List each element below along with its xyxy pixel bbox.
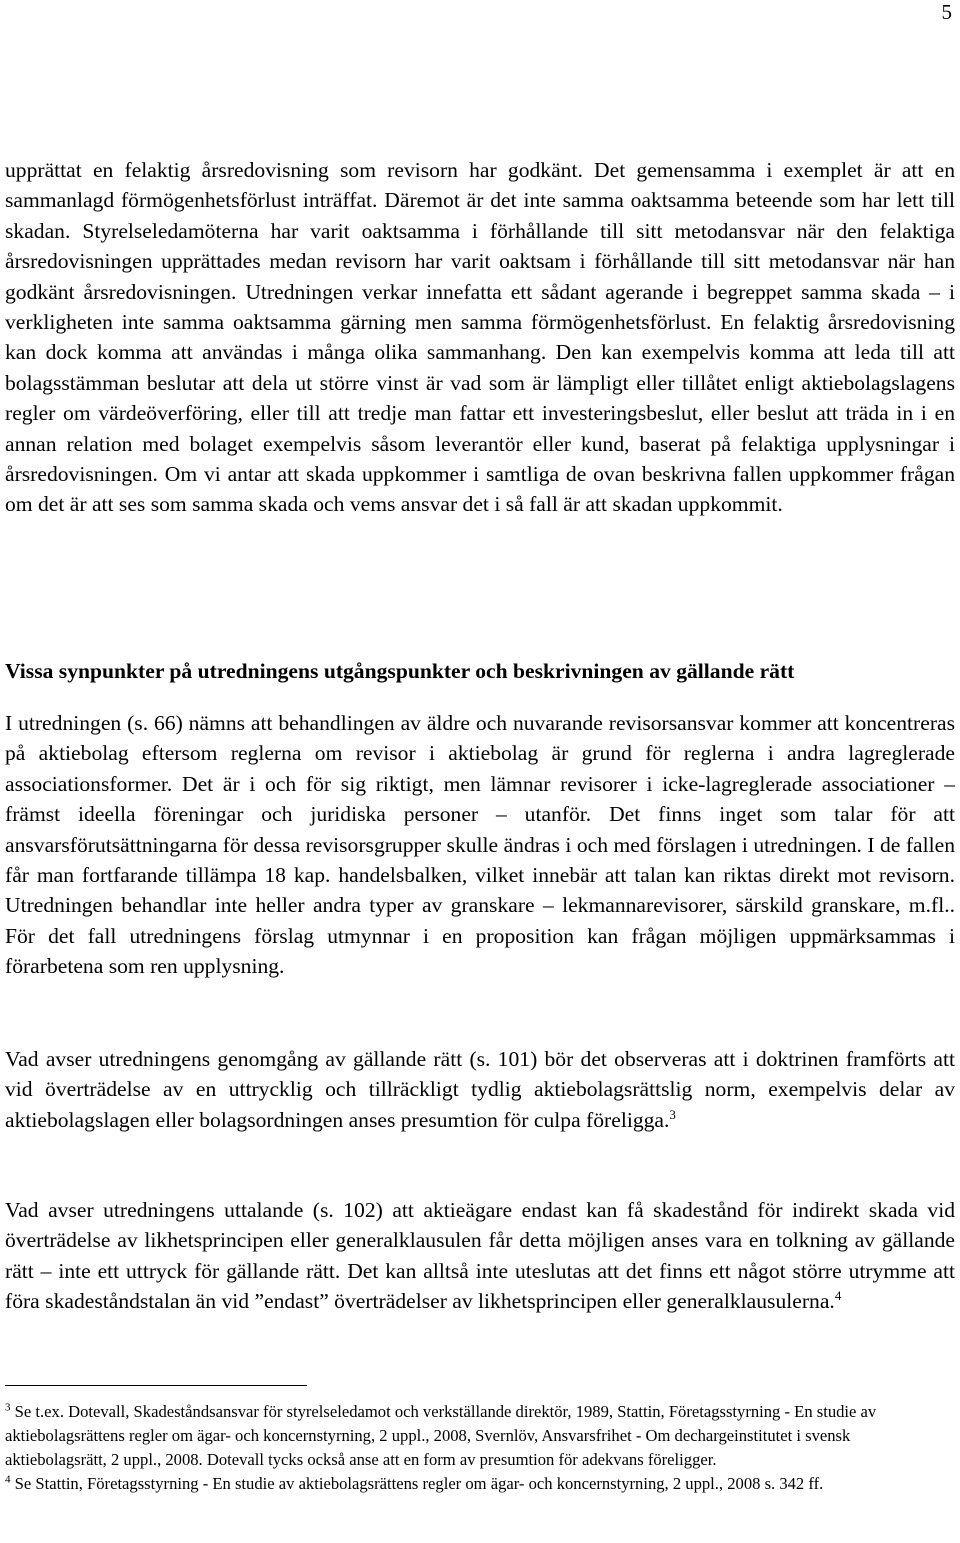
paragraph-3 bbox=[5, 1044, 955, 1135]
paragraph-1: upprättat en felaktig årsredovisning som revisorn har godkänt. Det gemensamma i exemplet är att en sammanlagd förmögenhetsförlust inträffat. Däremot är det inte samma oaktsamma beteende som har lett till skadan. Styrelseledamöterna har varit oaktsamma i förhållande till sitt metodansvar när den felaktiga årsredovisningen upprättades medan revisorn har varit oaktsam i förhållande till sitt metodansvar när han godkänt årsredovisningen. Utredningen verkar innefatta ett sådant agerande i begreppet samma skada – i verkligheten inte samma oaktsamma gärning men samma förmögenhetsförlust. En felaktig årsredovisning kan dock komma att användas i många olika sammanhang. Den kan exempelvis komma att leda till att bolagsstämman beslutar att dela ut större vinst är vad som är lämpligt eller tillåtet enligt aktiebolagslagens regler om värdeöverföring, eller till att tredje man fattar ett investeringsbeslut, eller beslut att träda in i en annan relation med bolaget exempelvis såsom leverantör eller kund, baserat på felaktiga upplysningar i årsredovisningen. Om vi antar att skada uppkommer i samtliga de ovan beskrivna fallen uppkommer frågan om det är att ses som samma skada och vems ansvar det i så fall är att skadan uppkommit. bbox=[5, 158, 955, 517]
footnote-number: 3 bbox=[5, 1401, 11, 1414]
page-number: 5 bbox=[941, 0, 952, 24]
paragraph-4 bbox=[5, 1195, 955, 1317]
footnote-text: Se Stattin, Företagsstyrning - En studie av aktiebolagsrättens regler om ägar- och koncernstyrning, 2 uppl., 2008 s. 342 ff. bbox=[14, 1474, 824, 1493]
footnote-4 bbox=[5, 1472, 955, 1496]
footnotes bbox=[5, 1400, 955, 1496]
footnote-number: 4 bbox=[5, 1473, 11, 1486]
paragraph-4-text: Vad avser utredningens uttalande (s. 102) att aktieägare endast kan få skadestånd för indirekt skada vid överträdelse av likhetsprincipen eller generalklausulen får detta möjligen anses vara en tolkning av gällande rätt – inte ett uttryck för gällande rätt. Det kan alltså inte uteslutas att det finns ett något större utrymme att föra skadeståndstalan än vid ”endast” överträdelser av likhetsprincipen eller generalklausulerna. bbox=[5, 1198, 955, 1314]
footnote-text: Se t.ex. Dotevall, Skadeståndsansvar för styrelseledamot och verkställande direktör, 1989, Stattin, Företagsstyrning - En studie av aktiebolagsrättens regler om ägar- och koncernstyrning, 2 uppl., 2008, Svernlöv, Ansvarsfrihet - Om dechargeinstitutet i svensk aktiebolagsrätt, 2 uppl., 2008. Dotevall tycks också anse att en form av presumtion för adekvans föreligger. bbox=[5, 1402, 877, 1469]
section-heading: Vissa synpunkter på utredningens utgångspunkter och beskrivningen av gällande rätt bbox=[5, 659, 795, 683]
footnote-3 bbox=[5, 1400, 955, 1472]
footnote-ref-3[interactable]: 3 bbox=[669, 1106, 676, 1122]
footnote-ref-4[interactable]: 4 bbox=[834, 1288, 842, 1304]
paragraph-3-text: Vad avser utredningens genomgång av gällande rätt (s. 101) bör det observeras att i doktrinen framförts att vid överträdelse av en uttrycklig och tillräckligt tydlig aktiebolagsrättslig norm, exempelvis delar av aktiebolagslagen eller bolagsordningen anses presumtion för culpa föreligga. bbox=[5, 1047, 955, 1132]
paragraph-2: I utredningen (s. 66) nämns att behandlingen av äldre och nuvarande revisorsansvar kommer att koncentreras på aktiebolag eftersom reglerna om revisor i aktiebolag är grund för reglerna i andra lagreglerade associationsformer. Det är i och för sig riktigt, men lämnar revisorer i icke-lagreglerade associationer – främst ideella föreningar och juridiska personer – utanför. Det finns inget som talar för att ansvarsförutsättningarna för dessa revisorsgrupper skulle ändras i och med förslagen i utredningen. I de fallen får man fortfarande tillämpa 18 kap. handelsbalken, vilket innebär att talan kan riktas direkt mot revisorn. Utredningen behandlar inte heller andra typer av granskare – lekmannarevisorer, särskild granskare, m.fl.. För det fall utredningens förslag utmynnar i en proposition kan frågan möjligen uppmärksammas i förarbetena som ren upplysning. bbox=[5, 711, 955, 979]
footnote-divider bbox=[5, 1385, 307, 1386]
